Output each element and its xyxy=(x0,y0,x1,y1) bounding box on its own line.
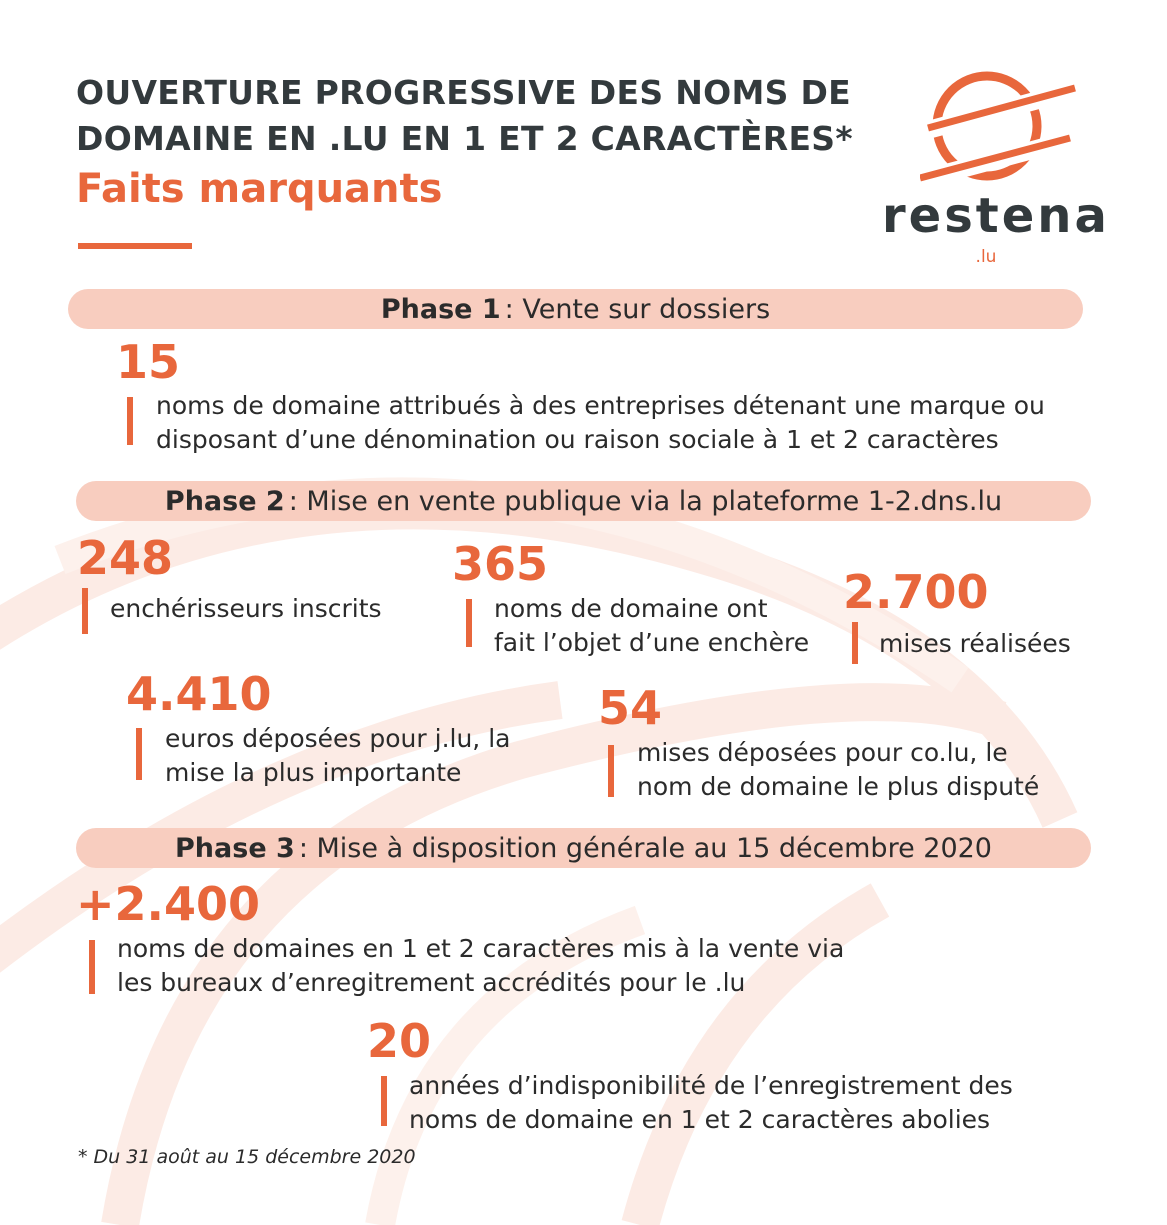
stat-value: 15 xyxy=(116,335,181,389)
page-subtitle: Faits marquants xyxy=(76,166,443,212)
stat-description xyxy=(117,932,844,1000)
stat-value: 54 xyxy=(598,681,663,735)
stat-description xyxy=(165,722,510,790)
stat-line: noms de domaine en 1 et 2 caractères abolies xyxy=(409,1105,991,1134)
logo-suffix: .lu xyxy=(975,247,997,267)
restena-logo-icon xyxy=(920,68,1080,188)
phase-1-label: Phase 1 xyxy=(380,293,501,325)
stat-line: noms de domaines en 1 et 2 caractères mis à la vente via xyxy=(117,934,845,963)
stat-value: 2.700 xyxy=(843,565,989,619)
phase-2-label: Phase 2 xyxy=(164,485,285,517)
stat-marker xyxy=(127,397,133,445)
stat-marker xyxy=(608,745,614,797)
phase-3-label: Phase 3 xyxy=(175,832,295,864)
stat-marker xyxy=(466,599,472,647)
stat-description xyxy=(110,592,382,626)
stat-value: 20 xyxy=(367,1014,432,1068)
footnote: * Du 31 août au 15 décembre 2020 xyxy=(78,1146,416,1168)
title-line-1: OUVERTURE PROGRESSIVE DES NOMS DE xyxy=(76,73,851,112)
stat-line: fait l’objet d’une enchère xyxy=(494,628,810,657)
stat-line: euros déposées pour j.lu, la xyxy=(165,724,511,753)
phase-2-bar xyxy=(76,481,1091,521)
phase-2-text: : Mise en vente publique via la plateforme 1-2.dns.lu xyxy=(288,485,1003,517)
stat-marker xyxy=(82,588,88,634)
stat-value: +2.400 xyxy=(76,877,261,931)
stat-line: nom de domaine le plus disputé xyxy=(637,772,1040,801)
stat-marker xyxy=(89,940,95,994)
stat-value: 248 xyxy=(77,531,174,585)
stat-description xyxy=(409,1069,1013,1137)
title-underline xyxy=(78,243,192,249)
stat-marker xyxy=(852,622,858,664)
stat-marker xyxy=(381,1076,387,1126)
stat-line: enchérisseurs inscrits xyxy=(110,594,382,623)
stat-description xyxy=(637,736,1039,804)
stat-marker xyxy=(136,728,142,780)
logo-wordmark: restena xyxy=(882,188,1110,244)
phase-3-bar xyxy=(76,828,1091,868)
phase-1-bar xyxy=(68,289,1083,329)
stat-description xyxy=(494,592,809,660)
stat-line: mise la plus importante xyxy=(165,758,462,787)
title-line-2: DOMAINE EN .LU EN 1 ET 2 CARACTÈRES* xyxy=(76,119,853,158)
stat-line: mises déposées pour co.lu, le xyxy=(637,738,1008,767)
phase-3-text: : Mise à disposition générale au 15 décembre 2020 xyxy=(298,832,992,864)
stat-line: mises réalisées xyxy=(879,629,1071,658)
stat-line: disposant d’une dénomination ou raison sociale à 1 et 2 caractères xyxy=(156,425,999,454)
stat-line: noms de domaine ont xyxy=(494,594,768,623)
stat-description xyxy=(156,389,1045,457)
stat-value: 365 xyxy=(452,537,549,591)
stat-description xyxy=(879,627,1071,661)
stat-line: noms de domaine attribués à des entreprises détenant une marque ou xyxy=(156,391,1045,420)
stat-value: 4.410 xyxy=(126,667,272,721)
stat-line: années d’indisponibilité de l’enregistrement des xyxy=(409,1071,1013,1100)
phase-1-text: : Vente sur dossiers xyxy=(504,293,771,325)
stat-line: les bureaux d’enregitrement accrédités pour le .lu xyxy=(117,968,746,997)
page-title xyxy=(76,70,853,162)
